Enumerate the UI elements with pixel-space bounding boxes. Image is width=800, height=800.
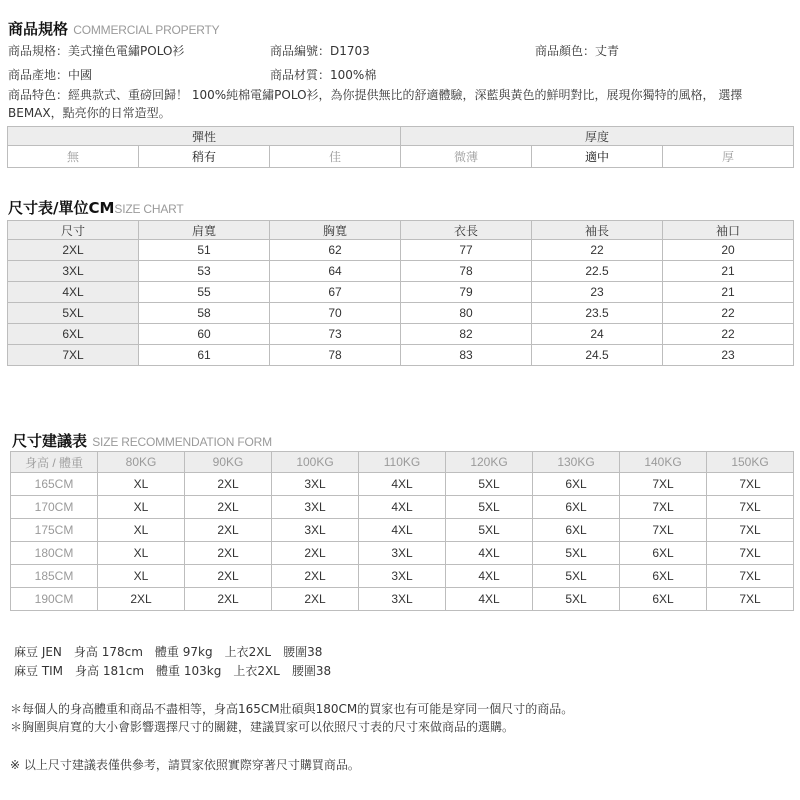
spec-label: 商品編號：: [270, 44, 331, 58]
recommended-size-cell: 7XL: [707, 496, 794, 519]
model-info-jen: 麻豆 JEN 身高 178cm 體重 97kg 上衣2XL 腰圍38: [14, 645, 323, 659]
note-2: ＊胸圍與肩寬的大小會影響選擇尺寸的關鍵，建議買家可以依照尺寸表的尺寸來做商品的選購。: [10, 720, 515, 734]
recommended-size-cell: 2XL: [272, 542, 359, 565]
elasticity-header: 彈性: [8, 127, 401, 146]
recommended-size-cell: 7XL: [707, 565, 794, 588]
size-value-cell: 23: [532, 282, 663, 303]
recommend-header: 120KG: [446, 452, 533, 473]
recommended-size-cell: 2XL: [185, 519, 272, 542]
height-cell: 165CM: [11, 473, 98, 496]
recommend-row: [11, 496, 794, 519]
recommended-size-cell: 6XL: [533, 496, 620, 519]
thickness-option: 微薄: [401, 146, 532, 168]
size-value-cell: 78: [401, 261, 532, 282]
size-chart-header: 袖長: [532, 221, 663, 240]
spec-item-material: [270, 66, 376, 83]
size-value-cell: 20: [663, 240, 794, 261]
size-label-cell: 5XL: [8, 303, 139, 324]
elasticity-option: 稍有: [139, 146, 270, 168]
size-chart-row: [8, 261, 794, 282]
spec-value: D1703: [330, 44, 370, 58]
recommend-row: [11, 519, 794, 542]
size-value-cell: 60: [139, 324, 270, 345]
recommend-row: [11, 588, 794, 611]
height-cell: 180CM: [11, 542, 98, 565]
recommended-size-cell: 3XL: [272, 473, 359, 496]
size-value-cell: 73: [270, 324, 401, 345]
size-chart-title-en: SIZE CHART: [114, 202, 184, 216]
recommended-size-cell: 4XL: [446, 565, 533, 588]
recommended-size-cell: 7XL: [620, 496, 707, 519]
size-value-cell: 23.5: [532, 303, 663, 324]
spec-label: 商品材質：: [270, 68, 331, 82]
size-value-cell: 62: [270, 240, 401, 261]
spec-label: 商品產地：: [8, 68, 69, 82]
recommended-size-cell: XL: [98, 519, 185, 542]
recommend-row: [11, 473, 794, 496]
recommended-size-cell: 3XL: [359, 588, 446, 611]
size-value-cell: 22: [663, 303, 794, 324]
recommended-size-cell: 5XL: [446, 519, 533, 542]
recommend-header: 140KG: [620, 452, 707, 473]
recommended-size-cell: 6XL: [533, 473, 620, 496]
note-1: ＊每個人的身高體重和商品不盡相等，身高165CM壯碩與180CM的買家也有可能是穿同一個尺寸的商品。: [10, 702, 574, 716]
recommended-size-cell: XL: [98, 473, 185, 496]
recommended-size-cell: 6XL: [620, 542, 707, 565]
spec-feature: [8, 86, 788, 122]
size-chart-row: [8, 345, 794, 366]
recommended-size-cell: 5XL: [446, 473, 533, 496]
recommended-size-cell: 6XL: [533, 519, 620, 542]
size-label-cell: 3XL: [8, 261, 139, 282]
recommended-size-cell: 5XL: [533, 565, 620, 588]
recommended-size-cell: XL: [98, 565, 185, 588]
spec-title-en: COMMERCIAL PROPERTY: [73, 23, 220, 37]
size-label-cell: 7XL: [8, 345, 139, 366]
recommended-size-cell: 4XL: [446, 542, 533, 565]
size-value-cell: 61: [139, 345, 270, 366]
recommended-size-cell: 2XL: [185, 473, 272, 496]
recommend-header: 150KG: [707, 452, 794, 473]
recommend-table: [10, 451, 794, 611]
recommended-size-cell: 5XL: [446, 496, 533, 519]
recommended-size-cell: 2XL: [272, 588, 359, 611]
size-value-cell: 79: [401, 282, 532, 303]
recommended-size-cell: XL: [98, 542, 185, 565]
size-chart-header: 肩寬: [139, 221, 270, 240]
recommended-size-cell: 4XL: [359, 473, 446, 496]
recommended-size-cell: 2XL: [185, 565, 272, 588]
elasticity-option: 無: [8, 146, 139, 168]
recommended-size-cell: 7XL: [620, 473, 707, 496]
recommend-row: [11, 542, 794, 565]
thickness-header: 厚度: [401, 127, 794, 146]
spec-item-color: [535, 42, 619, 59]
size-chart-row: [8, 240, 794, 261]
size-value-cell: 78: [270, 345, 401, 366]
size-value-cell: 82: [401, 324, 532, 345]
size-label-cell: 4XL: [8, 282, 139, 303]
recommended-size-cell: 3XL: [272, 519, 359, 542]
size-chart-header: 衣長: [401, 221, 532, 240]
recommended-size-cell: 3XL: [272, 496, 359, 519]
property-table: [7, 126, 794, 168]
spec-value: 丈青: [595, 44, 620, 58]
recommend-title-en: SIZE RECOMMENDATION FORM: [92, 435, 272, 449]
size-value-cell: 55: [139, 282, 270, 303]
size-value-cell: 21: [663, 282, 794, 303]
thickness-option: 厚: [663, 146, 794, 168]
size-value-cell: 70: [270, 303, 401, 324]
recommend-header: 90KG: [185, 452, 272, 473]
size-chart-header: 胸寬: [270, 221, 401, 240]
size-chart-table: [7, 220, 794, 366]
elasticity-option: 佳: [270, 146, 401, 168]
recommended-size-cell: 3XL: [359, 542, 446, 565]
size-value-cell: 53: [139, 261, 270, 282]
recommend-title-zh: 尺寸建議表: [12, 432, 88, 450]
size-chart-row: [8, 282, 794, 303]
size-value-cell: 51: [139, 240, 270, 261]
size-value-cell: 24.5: [532, 345, 663, 366]
recommended-size-cell: 3XL: [359, 565, 446, 588]
spec-item-style: [8, 42, 184, 59]
disclaimer: ※ 以上尺寸建議表僅供參考，請買家依照實際穿著尺寸購買商品。: [10, 758, 360, 772]
recommended-size-cell: 2XL: [272, 565, 359, 588]
size-value-cell: 77: [401, 240, 532, 261]
size-value-cell: 83: [401, 345, 532, 366]
spec-label: 商品顏色：: [535, 44, 596, 58]
size-value-cell: 23: [663, 345, 794, 366]
spec-item-code: [270, 42, 370, 59]
size-label-cell: 2XL: [8, 240, 139, 261]
recommended-size-cell: XL: [98, 496, 185, 519]
size-value-cell: 80: [401, 303, 532, 324]
recommended-size-cell: 7XL: [620, 519, 707, 542]
spec-item-origin: [8, 66, 92, 83]
spec-title-zh: 商品規格: [8, 20, 69, 38]
recommended-size-cell: 2XL: [185, 496, 272, 519]
recommended-size-cell: 2XL: [98, 588, 185, 611]
recommended-size-cell: 5XL: [533, 542, 620, 565]
size-chart-header: 尺寸: [8, 221, 139, 240]
recommended-size-cell: 5XL: [533, 588, 620, 611]
spec-value: 100%棉: [330, 68, 377, 82]
recommended-size-cell: 2XL: [185, 542, 272, 565]
recommend-row: [11, 565, 794, 588]
recommended-size-cell: 7XL: [707, 588, 794, 611]
size-chart-row: [8, 324, 794, 345]
size-value-cell: 67: [270, 282, 401, 303]
recommended-size-cell: 4XL: [446, 588, 533, 611]
recommended-size-cell: 6XL: [620, 565, 707, 588]
spec-value: 中國: [68, 68, 93, 82]
size-value-cell: 22: [532, 240, 663, 261]
size-chart-row: [8, 303, 794, 324]
size-value-cell: 24: [532, 324, 663, 345]
spec-value: 美式撞色電繡POLO衫: [68, 44, 185, 58]
recommend-section-title: [12, 430, 272, 451]
recommended-size-cell: 6XL: [620, 588, 707, 611]
recommended-size-cell: 2XL: [185, 588, 272, 611]
size-chart-header: 袖口: [663, 221, 794, 240]
size-value-cell: 64: [270, 261, 401, 282]
recommended-size-cell: 7XL: [707, 542, 794, 565]
size-chart-section-title: [8, 197, 184, 218]
recommend-header: 身高 / 體重: [11, 452, 98, 473]
size-value-cell: 22: [663, 324, 794, 345]
spec-section-title: [8, 18, 219, 39]
size-chart-title-zh: 尺寸表/單位CM: [8, 199, 115, 217]
size-label-cell: 6XL: [8, 324, 139, 345]
size-value-cell: 22.5: [532, 261, 663, 282]
recommend-header: 100KG: [272, 452, 359, 473]
recommended-size-cell: 7XL: [707, 473, 794, 496]
recommend-header: 110KG: [359, 452, 446, 473]
spec-label: 商品規格：: [8, 44, 69, 58]
spec-label: 商品特色：: [8, 88, 69, 102]
spec-feature-text: 經典款式、重磅回歸！ 100%純棉電繡POLO衫，為你提供無比的舒適體驗，深藍與黃色的鮮明對比，展現你獨特的風格， 選擇BEMAX，點亮你的日常造型。: [8, 88, 743, 120]
size-value-cell: 58: [139, 303, 270, 324]
height-cell: 175CM: [11, 519, 98, 542]
recommended-size-cell: 4XL: [359, 496, 446, 519]
height-cell: 185CM: [11, 565, 98, 588]
recommended-size-cell: 4XL: [359, 519, 446, 542]
size-value-cell: 21: [663, 261, 794, 282]
model-info-tim: 麻豆 TIM 身高 181cm 體重 103kg 上衣2XL 腰圍38: [14, 664, 332, 678]
recommended-size-cell: 7XL: [707, 519, 794, 542]
height-cell: 190CM: [11, 588, 98, 611]
recommend-header: 80KG: [98, 452, 185, 473]
thickness-option: 適中: [532, 146, 663, 168]
recommend-header: 130KG: [533, 452, 620, 473]
height-cell: 170CM: [11, 496, 98, 519]
